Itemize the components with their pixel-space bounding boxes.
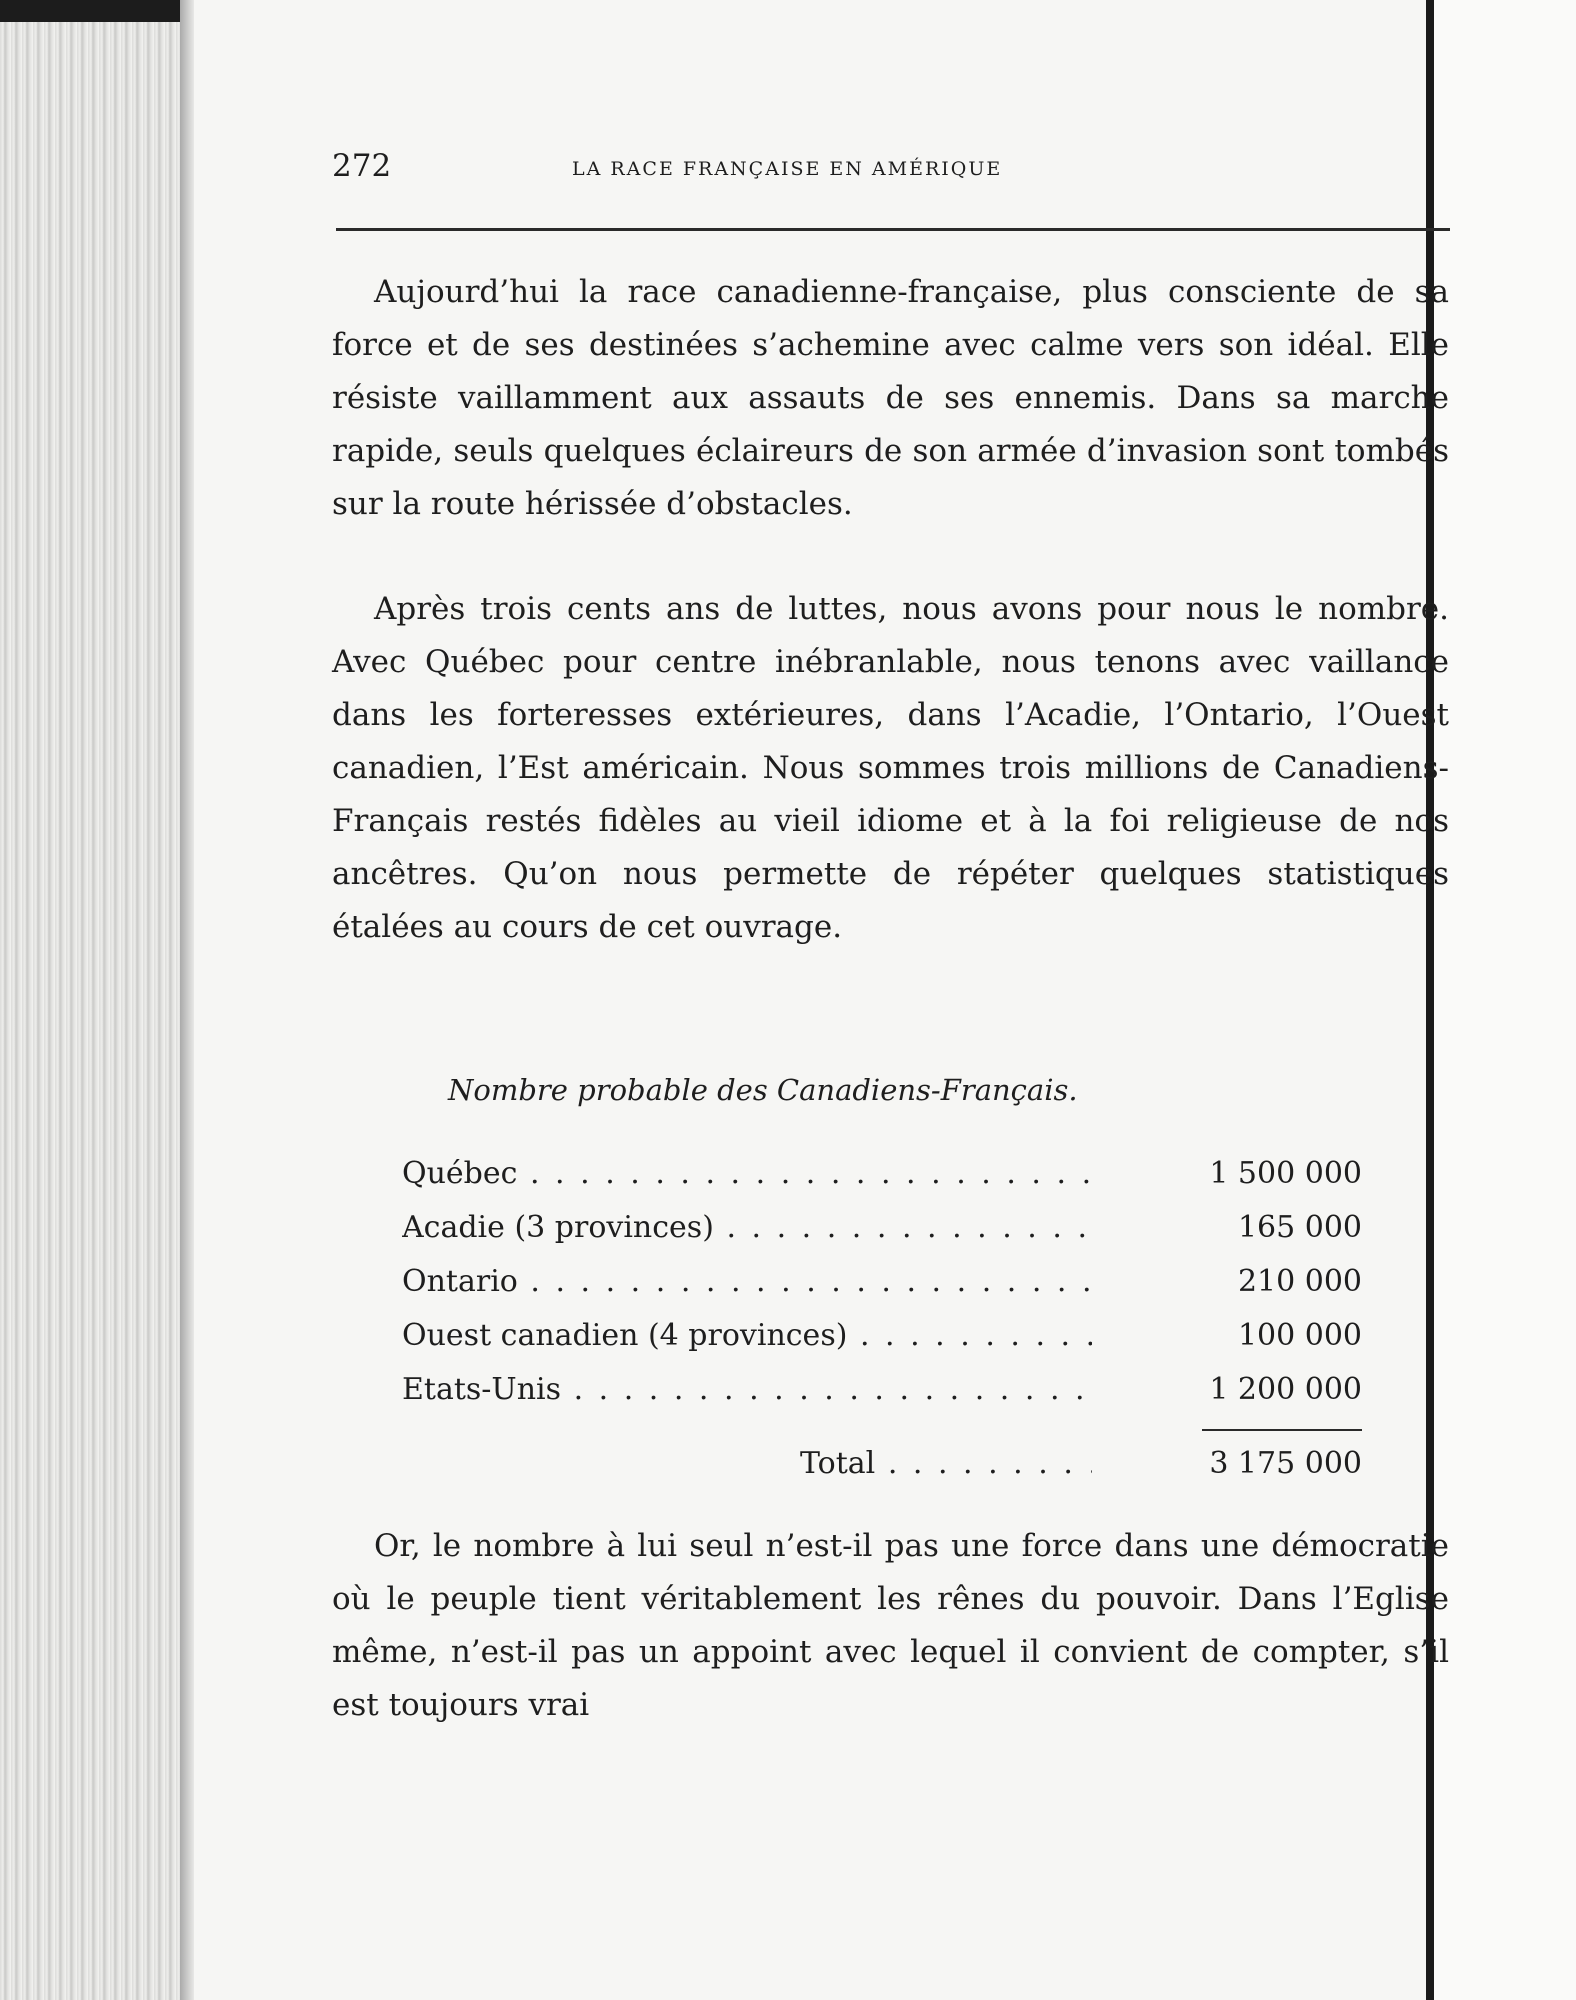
table-row (402, 1147, 1362, 1201)
table-row (402, 1363, 1362, 1417)
row-value: 100 000 (1237, 1318, 1362, 1353)
paragraph-1: Aujourd’hui la race canadienne-française, plus consciente de sa force et de ses destinées s’achemine avec calme vers son idéal. Elle résiste vaillamment aux assauts de ses ennemis. Dans sa marche rapide, seuls quelques éclaireurs de son armée d’invasion sont tombés sur la route hérissée d’obstacles. (332, 274, 1449, 522)
book-edge-shadow-top (0, 0, 190, 22)
row-label: Ontario . . . (402, 1255, 1092, 1309)
total-row (402, 1437, 1362, 1493)
row-label: Etats-Unis . . . (402, 1363, 1092, 1417)
row-label: Ouest canadien (4 provinces) . . . (402, 1309, 1092, 1363)
table-caption: Nombre probable des Canadiens-Français. (448, 1073, 1078, 1107)
page-header (332, 148, 1449, 198)
row-value: 1 500 000 (1209, 1156, 1362, 1191)
paragraph-2: Après trois cents ans de luttes, nous avons pour nous le nombre. Avec Québec pour centre inébranlable, nous tenons avec vaillance dans les forteresses extérieures, dans l’Acadie, l’Ontario, l’Ouest canadien, l’Est américain. Nous sommes trois millions de Canadiens-Français restés fidèles au vieil idiome et à la foi religieuse de nos ancêtres. Qu’on nous permette de répéter quelques statistiques étalées au cours de cet ouvrage. (332, 591, 1449, 945)
table-row (402, 1309, 1362, 1363)
table-row (402, 1201, 1362, 1255)
row-value: 165 000 (1237, 1210, 1362, 1245)
page-number: 272 (332, 148, 392, 184)
table-row (402, 1255, 1362, 1309)
total-label: Total . . . (800, 1437, 1092, 1491)
total-rule (402, 1417, 1362, 1437)
row-value: 1 200 000 (1209, 1372, 1362, 1407)
running-title: LA RACE FRANÇAISE EN AMÉRIQUE (572, 158, 1003, 180)
total-value: 3 175 000 (1209, 1446, 1362, 1481)
header-rule (336, 228, 1450, 231)
population-table (402, 1147, 1362, 1493)
row-label: Acadie (3 provinces) . . . (402, 1201, 1092, 1255)
right-margin (1434, 0, 1576, 2000)
row-label: Québec . . . (402, 1147, 1092, 1201)
book-page (190, 0, 1449, 2000)
book-page-edges (0, 0, 190, 2000)
row-value: 210 000 (1237, 1264, 1362, 1299)
paragraph-3: Or, le nombre à lui seul n’est-il pas une force dans une démocratie où le peuple tient véritablement les rênes du pouvoir. Dans l’Eglise même, n’est-il pas un appoint avec lequel il convient de compter, s’il est toujours vrai (332, 1528, 1449, 1723)
